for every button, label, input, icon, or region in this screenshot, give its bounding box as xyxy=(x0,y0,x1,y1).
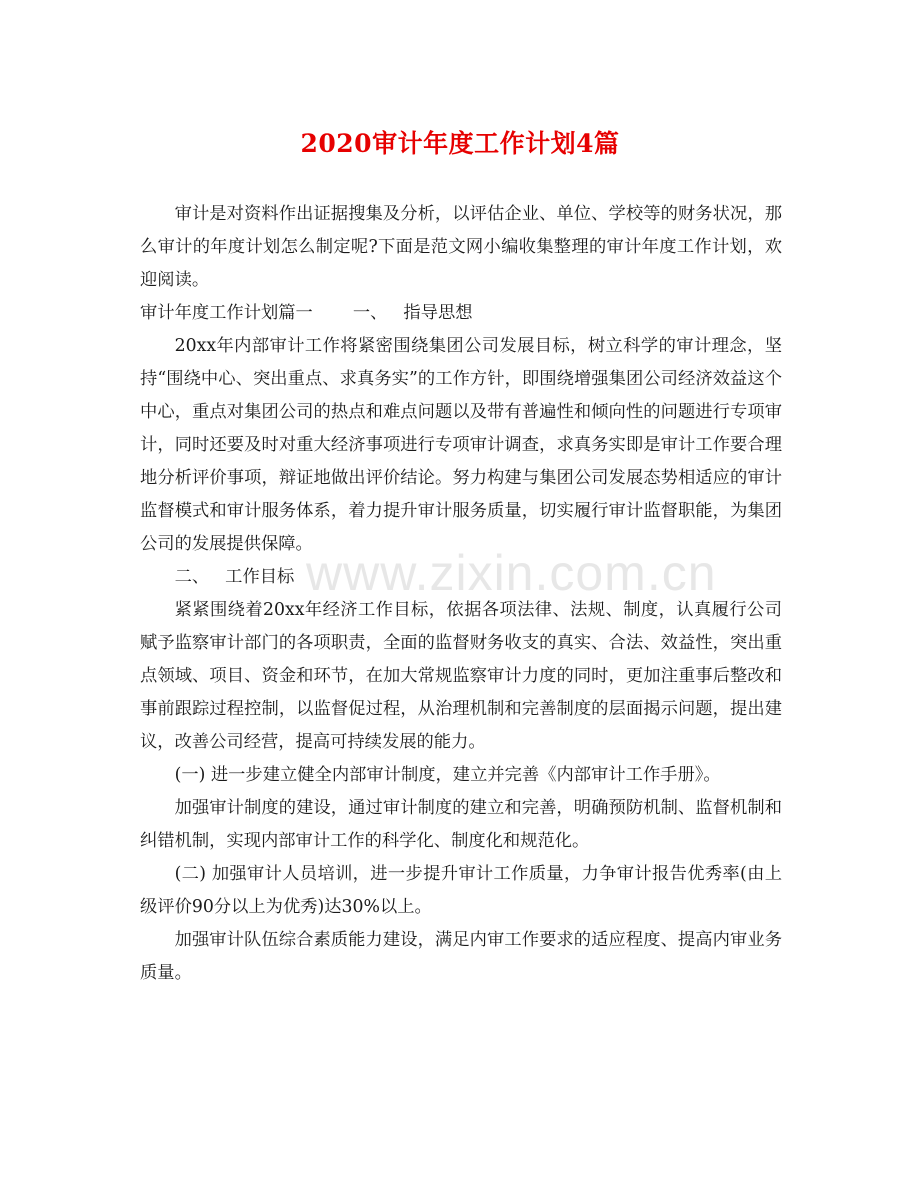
document-title: 2020审计年度工作计划4篇 xyxy=(300,129,620,158)
watermark-text: www.zixin.com.cn xyxy=(306,545,717,601)
item2-body: 加强审计队伍综合素质能力建设，满足内审工作要求的适应程度、提高内审业务质量。 xyxy=(140,930,782,983)
section2-heading xyxy=(140,561,782,594)
section2-heading-label: 工作目标 xyxy=(225,567,295,587)
section2-heading-number: 二、 xyxy=(174,567,210,587)
intro-paragraph: 审计是对资料作出证据搜集及分析，以评估企业、单位、学校等的财务状况，那么审计的年度计划怎么制定呢?下面是范文网小编收集整理的审计年度工作计划，欢迎阅读。 xyxy=(140,204,782,290)
section1-heading xyxy=(140,297,782,330)
section1-heading-number: 一、 xyxy=(352,303,388,323)
item2-heading: (二) 加强审计人员培训，进一步提升审计工作质量，力争审计报告优秀率(由上级评价90分以上为优秀)达30%以上。 xyxy=(140,864,782,917)
work-goals-paragraph: 紧紧围绕着20xx年经济工作目标，依据各项法律、法规、制度，认真履行公司赋予监察审计部门的各项职责，全面的监督财务收支的真实、合法、效益性，突出重点领域、项目、资金和环节，在加大常规监察审计力度的同时，更加注重事后整改和事前跟踪过程控制，以监督促过程，从治理机制和完善制度的层面揭示问题，提出建议，改善公司经营，提高可持续发展的能力。 xyxy=(140,600,782,752)
guiding-ideology-paragraph: 20xx年内部审计工作将紧密围绕集团公司发展目标，树立科学的审计理念，坚持“围绕中心、突出重点、求真务实”的工作方针，即围绕增强集团公司经济效益这个中心，重点对集团公司的热点和难点问题以及带有普遍性和倾向性的问题进行专项审计，同时还要及时对重大经济事项进行专项审计调查，求真务实即是审计工作要合理地分析评价事项，辩证地做出评价结论。努力构建与集团公司发展态势相适应的审计监督模式和审计服务体系，着力提升审计服务质量，切实履行审计监督职能，为集团公司的发展提供保障。 xyxy=(140,336,782,554)
section1-heading-title: 审计年度工作计划篇一 xyxy=(140,303,313,323)
document-body xyxy=(140,198,782,990)
item1-body: 加强审计制度的建设，通过审计制度的建立和完善，明确预防机制、监督机制和纠错机制，实现内部审计工作的科学化、制度化和规范化。 xyxy=(140,798,782,851)
item1-heading: (一) 进一步建立健全内部审计制度，建立并完善《内部审计工作手册》。 xyxy=(174,765,721,785)
section1-heading-label: 指导思想 xyxy=(403,303,473,323)
